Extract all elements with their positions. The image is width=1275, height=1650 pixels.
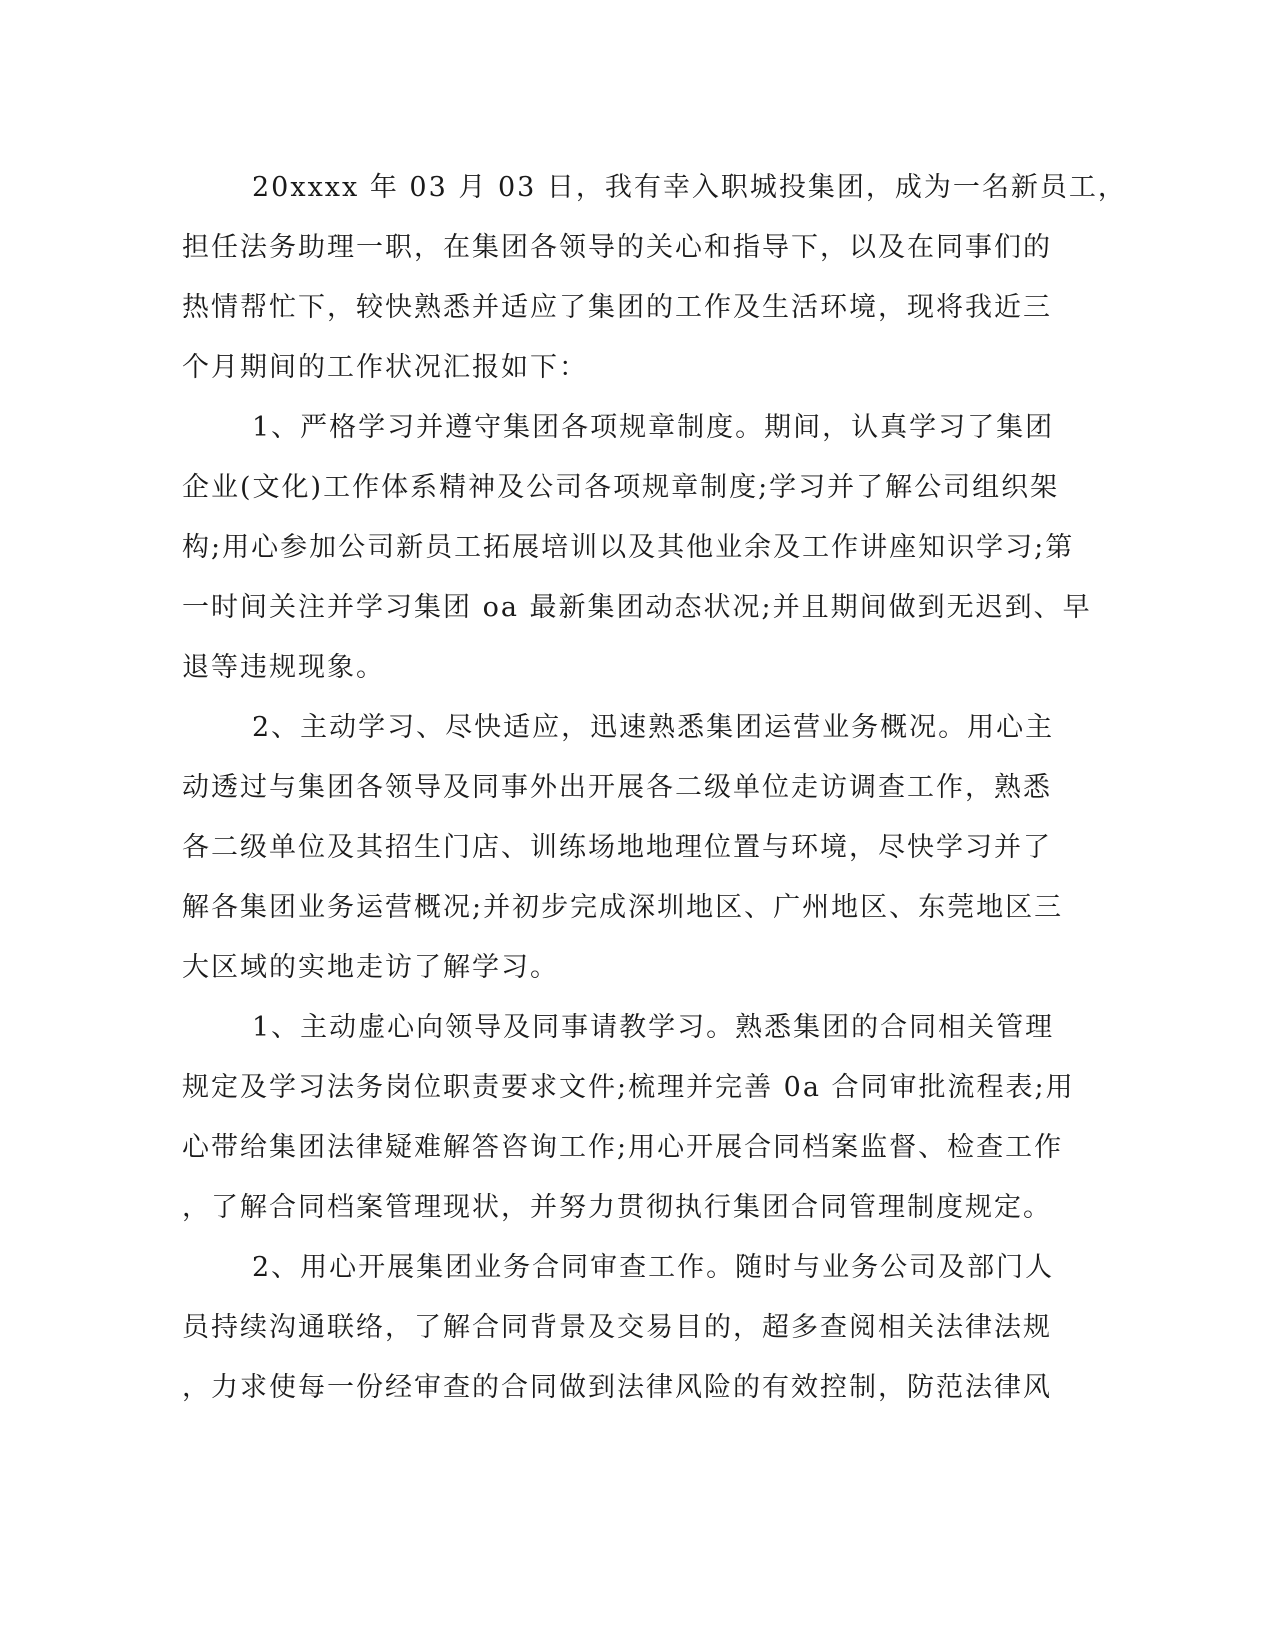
paragraph-2-line-1: 1、严格学习并遵守集团各项规章制度。期间，认真学习了集团 (252, 412, 1055, 443)
paragraph-4-line-2: 规定及学习法务岗位职责要求文件;梳理并完善 0a 合同审批流程表;用 (182, 1072, 1075, 1103)
paragraph-3-line-1: 2、主动学习、尽快适应，迅速熟悉集团运营业务概况。用心主 (252, 712, 1055, 743)
paragraph-4-line-3: 心带给集团法律疑难解答咨询工作;用心开展合同档案监督、检查工作 (182, 1132, 1064, 1163)
paragraph-1-line-3: 热情帮忙下，较快熟悉并适应了集团的工作及生活环境，现将我近三 (182, 292, 1052, 323)
paragraph-1-line-2: 担任法务助理一职，在集团各领导的关心和指导下，以及在同事们的 (182, 232, 1052, 263)
paragraph-5-line-3: ，力求使每一份经审查的合同做到法律风险的有效控制，防范法律风 (182, 1372, 1052, 1403)
paragraph-2-line-2: 企业(文化)工作体系精神及公司各项规章制度;学习并了解公司组织架 (182, 472, 1060, 503)
paragraph-4-line-4: ，了解合同档案管理现状，并努力贯彻执行集团合同管理制度规定。 (182, 1192, 1052, 1223)
paragraph-3-line-2: 动透过与集团各领导及同事外出开展各二级单位走访调查工作，熟悉 (182, 772, 1052, 803)
paragraph-5-line-2: 员持续沟通联络，了解合同背景及交易目的，超多查阅相关法律法规 (182, 1312, 1052, 1343)
document-body (182, 158, 1127, 1418)
paragraph-2-line-3: 构;用心参加公司新员工拓展培训以及其他业余及工作讲座知识学习;第 (182, 532, 1075, 563)
paragraph-4-line-1: 1、主动虚心向领导及同事请教学习。熟悉集团的合同相关管理 (252, 1012, 1055, 1043)
paragraph-3-line-3: 各二级单位及其招生门店、训练场地地理位置与环境，尽快学习并了 (182, 832, 1052, 863)
paragraph-2-line-4: 一时间关注并学习集团 oa 最新集团动态状况;并且期间做到无迟到、早 (182, 592, 1092, 623)
paragraph-2-line-5: 退等违规现象。 (182, 652, 385, 683)
paragraph-1-line-1: 20xxxx 年 03 月 03 日，我有幸入职城投集团，成为一名新员工， (252, 172, 1127, 203)
paragraph-5-line-1: 2、用心开展集团业务合同审查工作。随时与业务公司及部门人 (252, 1252, 1055, 1283)
paragraph-3-line-4: 解各集团业务运营概况;并初步完成深圳地区、广州地区、东莞地区三 (182, 892, 1064, 923)
paragraph-3-line-5: 大区域的实地走访了解学习。 (182, 952, 559, 983)
paragraph-1-line-4: 个月期间的工作状况汇报如下： (182, 352, 588, 383)
